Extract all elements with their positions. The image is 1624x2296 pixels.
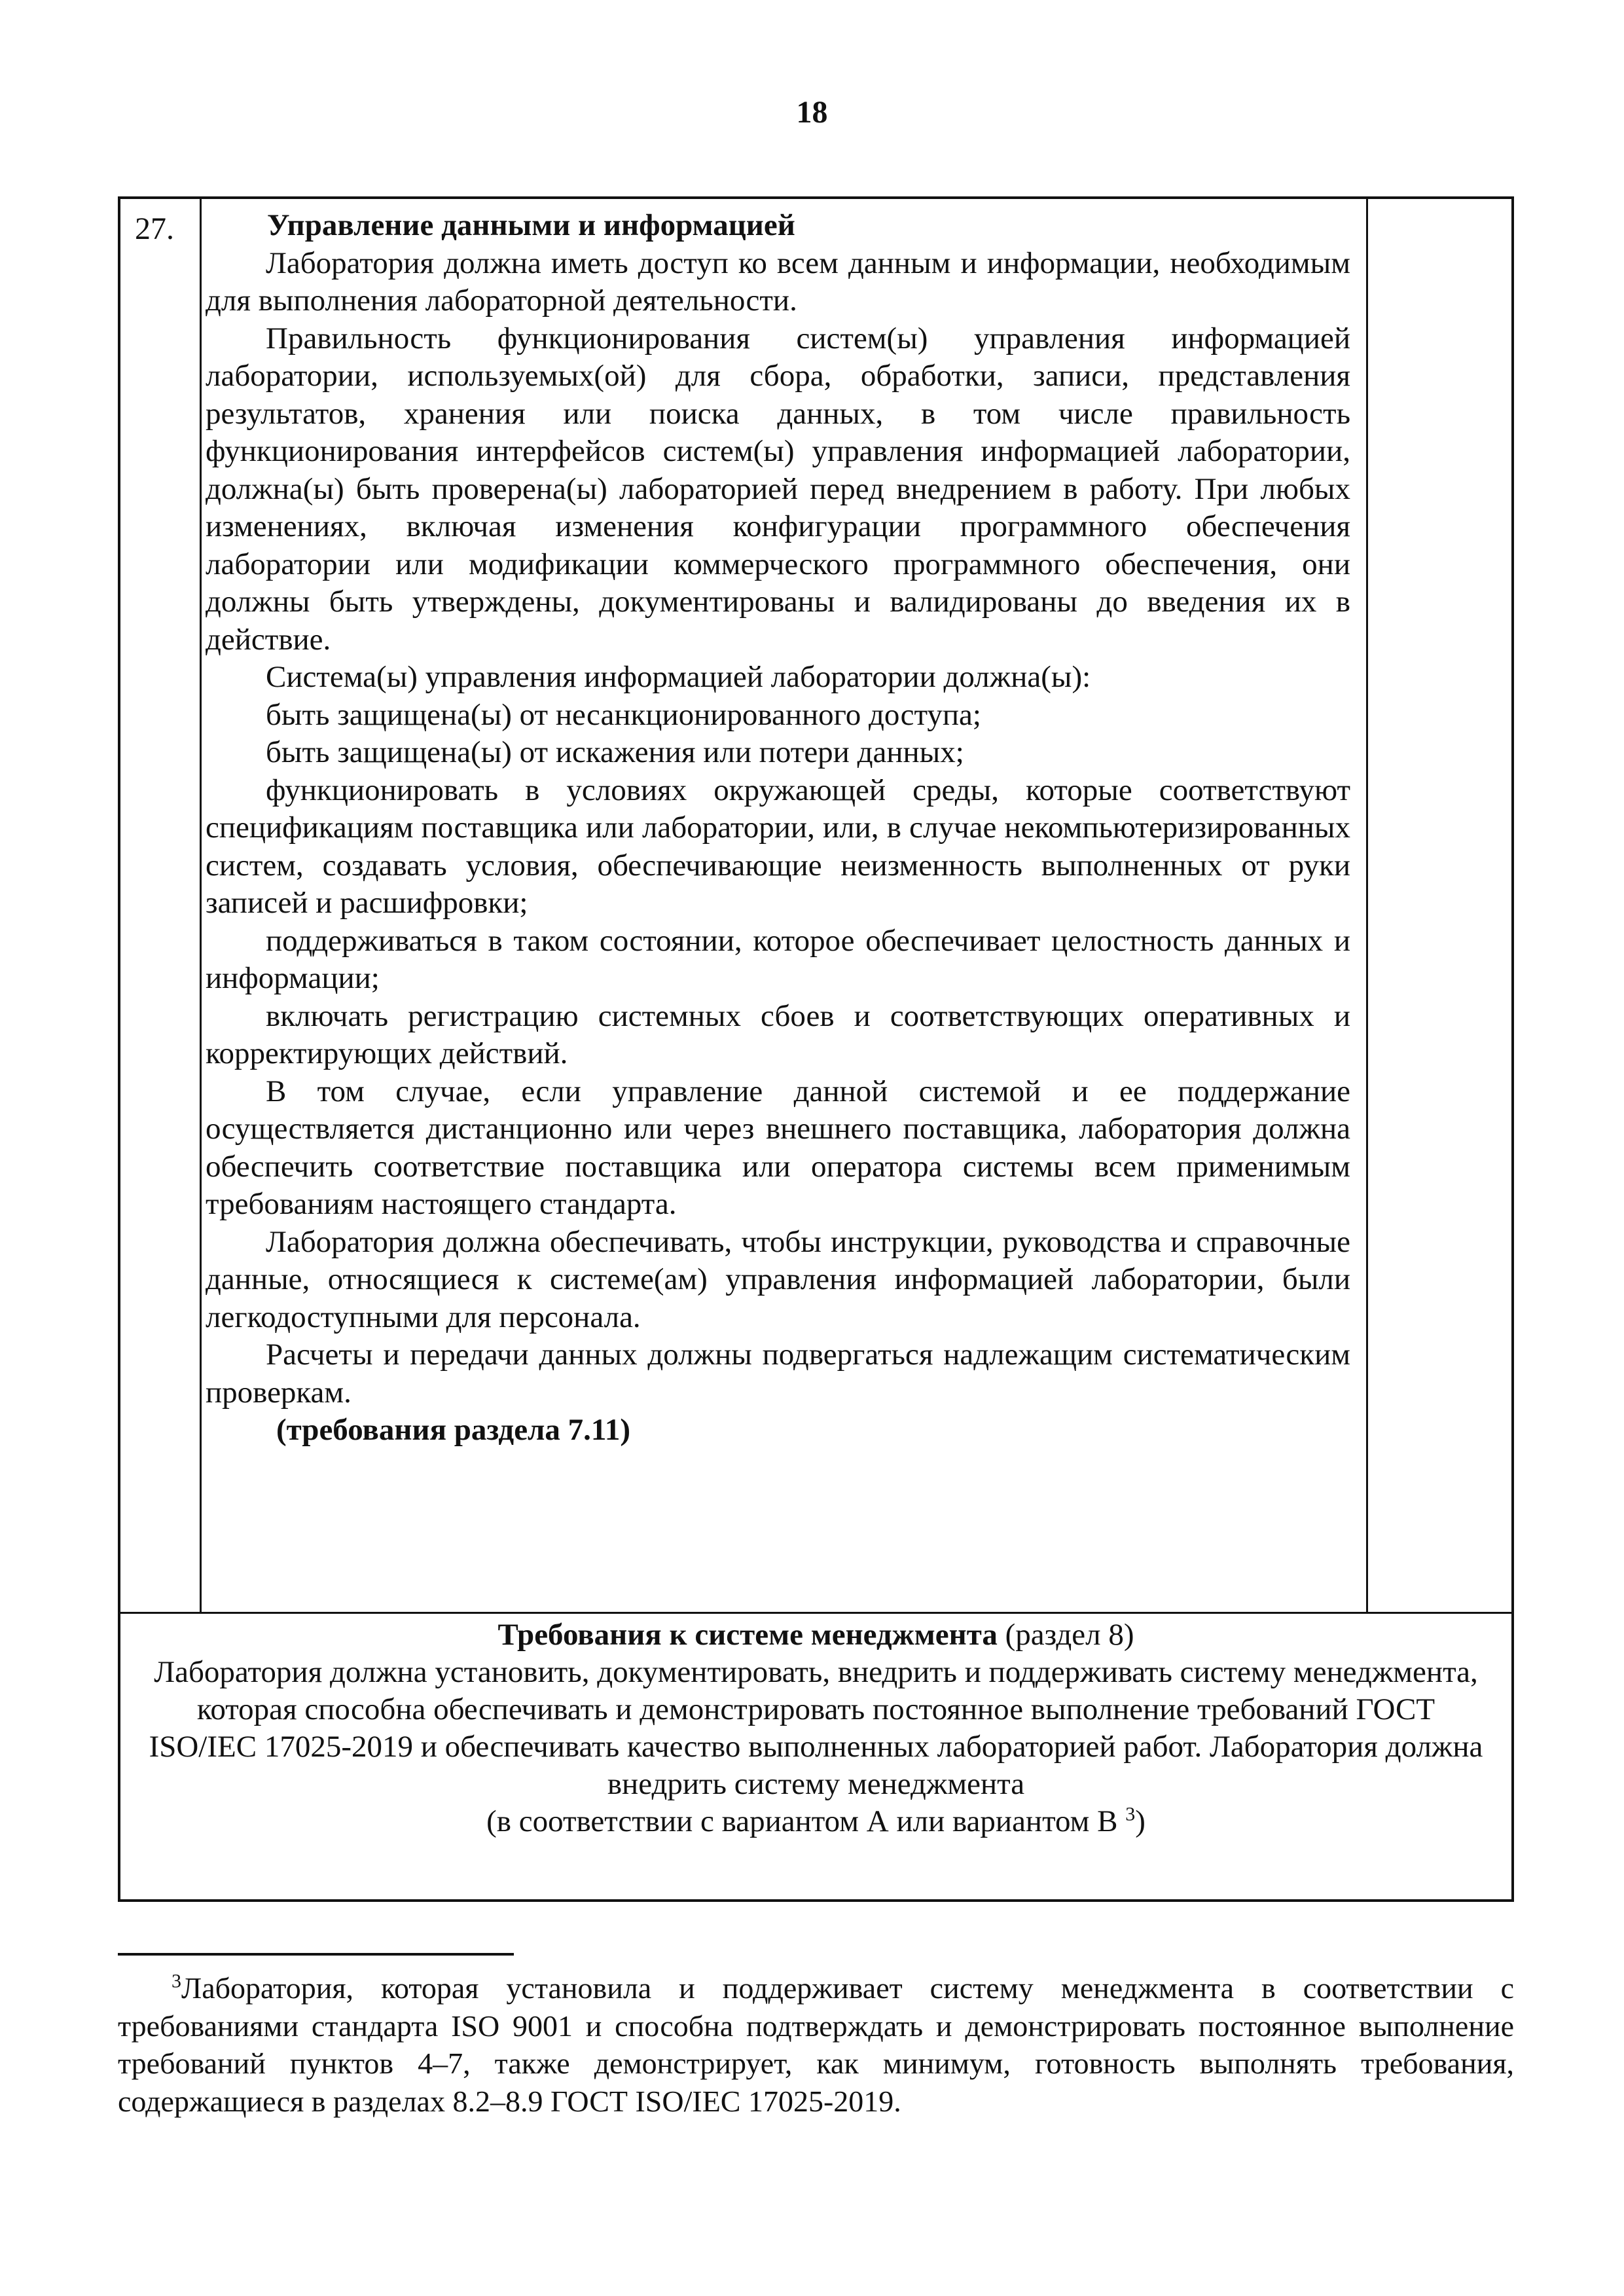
- management-text: Лаборатория должна установить, документировать, внедрить и поддерживать систему менеджмента, которая способна обеспечивать и демонстрировать постоянное выполнение требований ГОСТ ISO/IEC 17025-2019 и обеспечивать качество выполненных лабораторией работ. Лаборатория должна внедрить систему менеджмента: [149, 1655, 1483, 1801]
- paragraph-access: Лаборатория должна иметь доступ ко всем данным и информации, необходимым для выполнения лабораторной деятельности.: [206, 246, 1350, 318]
- variant-close: ): [1135, 1804, 1146, 1838]
- paragraph-instructions: Лаборатория должна обеспечивать, чтобы инструкции, руководства и справочные данные, относящиеся к системе(ам) управления информацией лаборатории, были легкодоступными для персонала.: [206, 1224, 1350, 1334]
- paragraph-systems-must: Система(ы) управления информацией лаборатории должна(ы):: [266, 660, 1091, 694]
- footnote-marker: 3: [171, 1970, 181, 1992]
- item-number-cell: 27.: [120, 199, 202, 1612]
- requirement-reference: (требования раздела 7.11): [276, 1413, 630, 1447]
- footnote: [118, 1969, 1514, 2120]
- page-number: 18: [796, 95, 828, 130]
- list-item-environment: функционировать в условиях окружающей среды, которые соответствуют спецификациям поставщика или лаборатории, или, в случае некомпьютеризированных систем, создавать условия, обеспечивающие неизменность выполненных от руки записей и расшифровки;: [206, 773, 1350, 920]
- footnote-ref: 3: [1125, 1803, 1136, 1825]
- section-title: Управление данными и информацией: [267, 208, 795, 242]
- list-item-protected-loss: быть защищена(ы) от искажения или потери данных;: [266, 735, 964, 769]
- variant-text: (в соответствии с вариантом А или вариантом В: [486, 1804, 1126, 1838]
- management-section-ref: (раздел 8): [997, 1618, 1134, 1652]
- footnote-body: [118, 1969, 1514, 2120]
- requirements-table: [118, 196, 1514, 1902]
- list-item-protected-access: быть защищена(ы) от несанкционированного доступа;: [266, 697, 981, 732]
- management-title: Требования к системе менеджмента: [497, 1618, 998, 1652]
- footnote-separator: [118, 1953, 514, 1956]
- list-item-failure-log: включать регистрацию системных сбоев и соответствующих оперативных и корректирующих действий.: [206, 998, 1350, 1070]
- notes-cell: [1368, 199, 1513, 1612]
- item-content-cell: [202, 199, 1368, 1612]
- paragraph-calculations: Расчеты и передачи данных должны подвергаться надлежащим систематическим проверкам.: [206, 1338, 1350, 1410]
- paragraph-remote-management: В том случае, если управление данной системой и ее поддержание осуществляется дистанционно или через внешнего поставщика, лаборатория должна обеспечить соответствие поставщика или оператора системы всем применимым требованиям настоящего стандарта.: [206, 1074, 1350, 1221]
- management-variant: [147, 1803, 1485, 1840]
- footnote-text: Лаборатория, которая установила и поддерживает систему менеджмента в соответствии с требованиями стандарта ISO 9001 и способна подтверждать и демонстрировать постоянное выполнение требований пунктов 4–7, также демонстрирует, как минимум, готовность выполнять требования, содержащиеся в разделах 8.2–8.9 ГОСТ ISO/IEC 17025-2019.: [118, 1971, 1514, 2118]
- management-heading: [147, 1616, 1485, 1654]
- paragraph-validation: Правильность функционирования систем(ы) управления информацией лаборатории, используемых(ой) для сбора, обработки, записи, представления результатов, хранения или поиска данных, в том числе правильность функционирования интерфейсов систем(ы) управления информацией лаборатории, должна(ы) быть проверена(ы) лабораторией перед внедрением в работу. При любых изменениях, включая изменения конфигурации программного обеспечения лаборатории или модификации коммерческого программного обеспечения, они должны быть утверждены, документированы и валидированы до введения их в действие.: [206, 321, 1350, 657]
- management-system-row: [120, 1612, 1511, 1899]
- list-item-integrity: поддерживаться в таком состоянии, которое обеспечивает целостность данных и информации;: [206, 923, 1350, 995]
